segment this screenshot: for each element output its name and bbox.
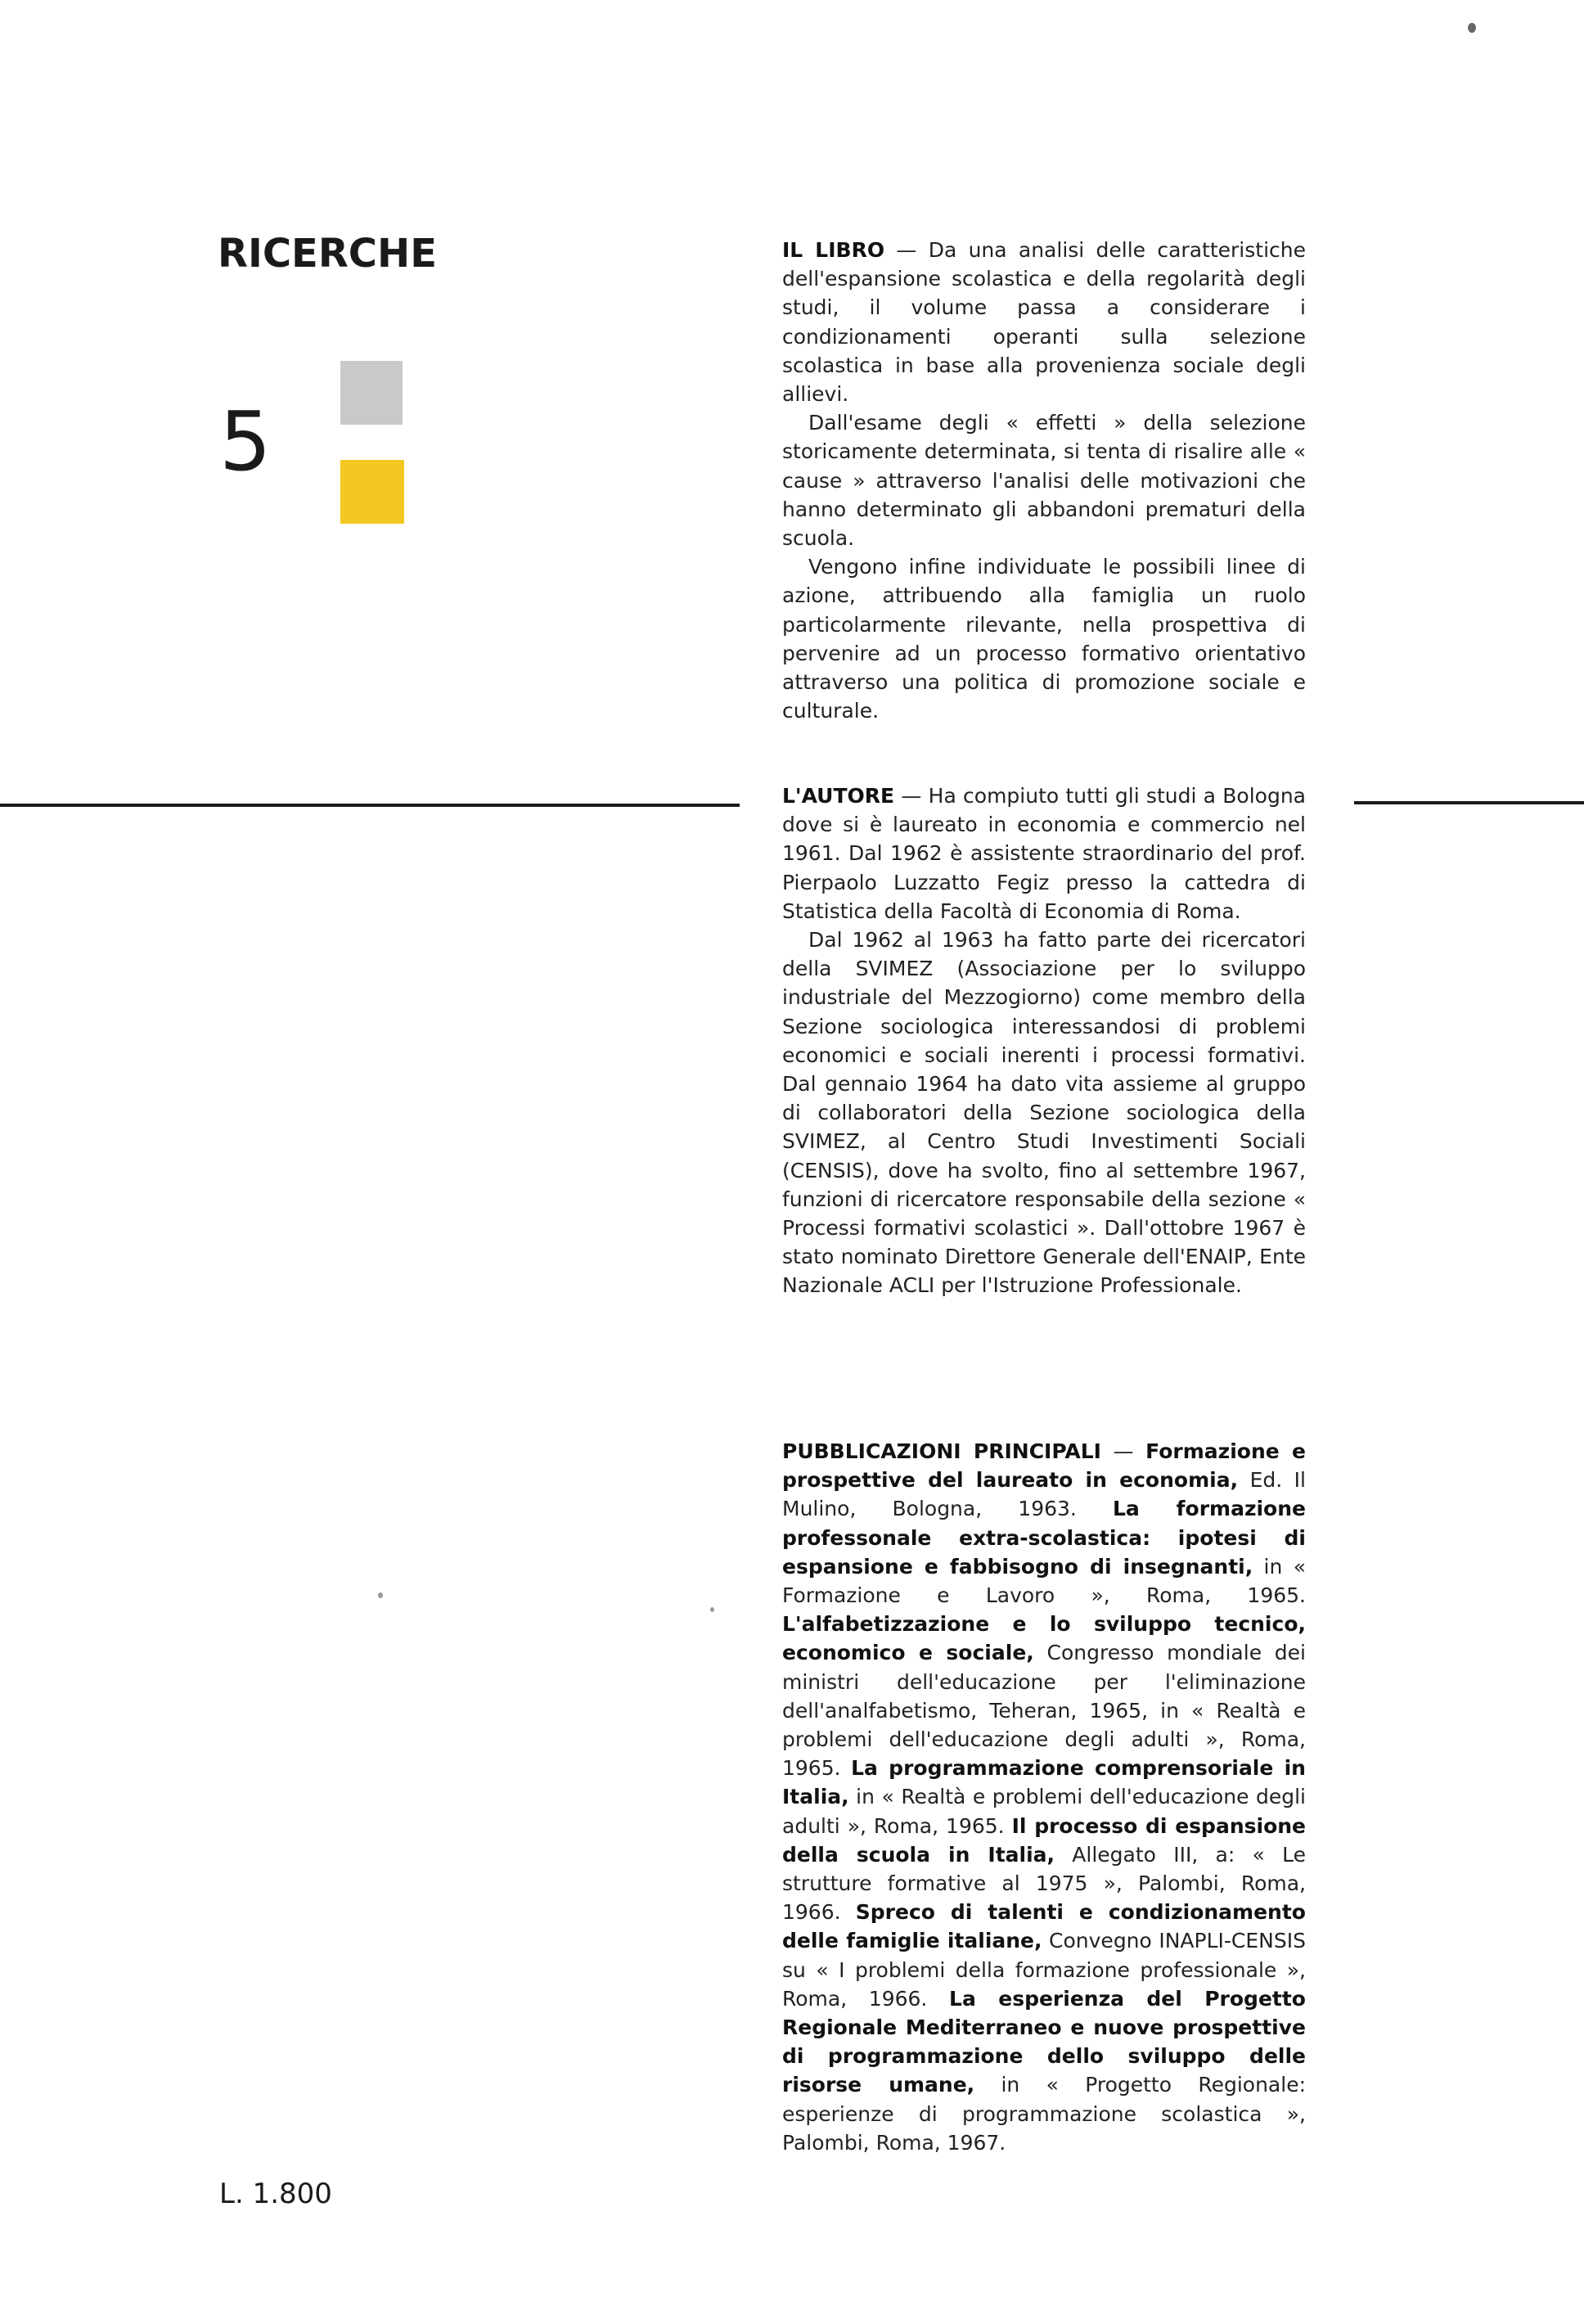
pub-title-2: La formazione professonale extra-scolastica: ipotesi di espansione e fabbisogno di insegnanti,	[782, 1497, 1306, 1579]
pubblicazioni-heading: PUBBLICAZIONI PRINCIPALI	[782, 1439, 1101, 1463]
paper-speck	[378, 1592, 383, 1598]
section-pubblicazioni	[782, 1437, 1306, 2157]
pubblicazioni-paragraph: PUBBLICAZIONI PRINCIPALI — Formazione e prospettive del laureato in economia, Ed. Il Mulino, Bologna, 1963. La formazione professonale extra-scolastica: ipotesi di espansione e fabbisogno di insegnanti, in « Formazione e Lavoro », Roma, 1965. L'alfabetizzazione e lo sviluppo tecnico, economico e sociale, Congresso mondiale dei ministri dell'educazione per l'eliminazione dell'analfabetismo, Teheran, 1965, in « Realtà e problemi dell'educazione degli adulti », Roma, 1965. La programmazione comprensoriale in Italia, in « Realtà e problemi dell'educazione degli adulti », Roma, 1965. Il processo di espansione della scuola in Italia, Allegato III, a: « Le strutture formative al 1975 », Palombi, Roma, 1966. Spreco di talenti e condizionamento delle famiglie italiane, Convegno INAPLI-CENSIS su « I problemi della formazione professionale », Roma, 1966. La esperienza del Progetto Regionale Mediterraneo e nuove prospettive di programmazione dello sviluppo delle risorse umane, in « Progetto Regionale: esperienze di programmazione scolastica », Palombi, Roma, 1967.	[782, 1439, 1306, 2155]
autore-paragraph-2: Dal 1962 al 1963 ha fatto parte dei ricercatori della SVIMEZ (Associazione per lo sviluppo industriale del Mezzogiorno) come membro della Sezione sociologica interessandosi di problemi economici e sociali inerenti i processi formativi. Dal gennaio 1964 ha dato vita assieme al gruppo di collaboratori della Sezione sociologica della SVIMEZ, al Centro Studi Investimenti Sociali (CENSIS), dove ha svolto, fino al settembre 1967, funzioni di ricercatore responsabile della sezione « Processi formativi scolastici ». Dall'ottobre 1967 è stato nominato Direttore Generale dell'ENAIP, Ente Nazionale ACLI per l'Istruzione Professionale.	[782, 928, 1306, 1298]
yellow-square	[340, 460, 404, 524]
libro-paragraph-1: IL LIBRO — Da una analisi delle caratteristiche dell'espansione scolastica e della regolarità degli studi, il volume passa a considerare i condizionamenti operanti sulla selezione scolastica in base alla provenienza sociale degli allievi.	[782, 238, 1306, 407]
section-il-libro	[782, 236, 1306, 725]
autore-paragraph-1: L'AUTORE — Ha compiuto tutti gli studi a Bologna dove si è laureato in economia e commercio nel 1961. Dal 1962 è assistente straordinario del prof. Pierpaolo Luzzatto Fegiz presso la cattedra di Statistica della Facoltà di Economia di Roma.	[782, 784, 1306, 923]
price: L. 1.800	[219, 2178, 332, 2210]
paper-speck	[1468, 23, 1476, 33]
pub-title-1: Formazione e prospettive del laureato in economia,	[782, 1439, 1306, 1493]
volume-number: 5	[219, 394, 272, 489]
horizontal-rule-left	[0, 804, 740, 807]
pub-title-7: La esperienza del Progetto Regionale Mediterraneo e nuove prospettive di programmazione dello sviluppo delle risorse umane,	[782, 1986, 1306, 2097]
pub-title-4: La programmazione comprensoriale in Italia,	[782, 1756, 1306, 1809]
libro-heading: IL LIBRO	[782, 238, 885, 262]
autore-heading: L'AUTORE	[782, 784, 895, 808]
pub-title-6: Spreco di talenti e condizionamento delle famiglie italiane,	[782, 1900, 1306, 1953]
series-label: RICERCHE	[218, 231, 437, 277]
pub-title-5: Il processo di espansione della scuola in Italia,	[782, 1813, 1306, 1867]
libro-paragraph-3: Vengono infine individuate le possibili linee di azione, attribuendo alla famiglia un ruolo particolarmente rilevante, nella prospettiva di pervenire ad un processo formativo orientativo attraverso una politica di promozione sociale e culturale.	[782, 555, 1306, 723]
section-l-autore	[782, 781, 1306, 1300]
grey-square	[340, 361, 403, 425]
pub-title-3: L'alfabetizzazione e lo sviluppo tecnico, economico e sociale,	[782, 1612, 1306, 1665]
paper-speck	[710, 1607, 714, 1612]
libro-paragraph-2: Dall'esame degli « effetti » della selezione storicamente determinata, si tenta di risalire alle « cause » attraverso l'analisi delle motivazioni che hanno determinato gli abbandoni prematuri della scuola.	[782, 411, 1306, 551]
horizontal-rule-right	[1354, 801, 1584, 804]
